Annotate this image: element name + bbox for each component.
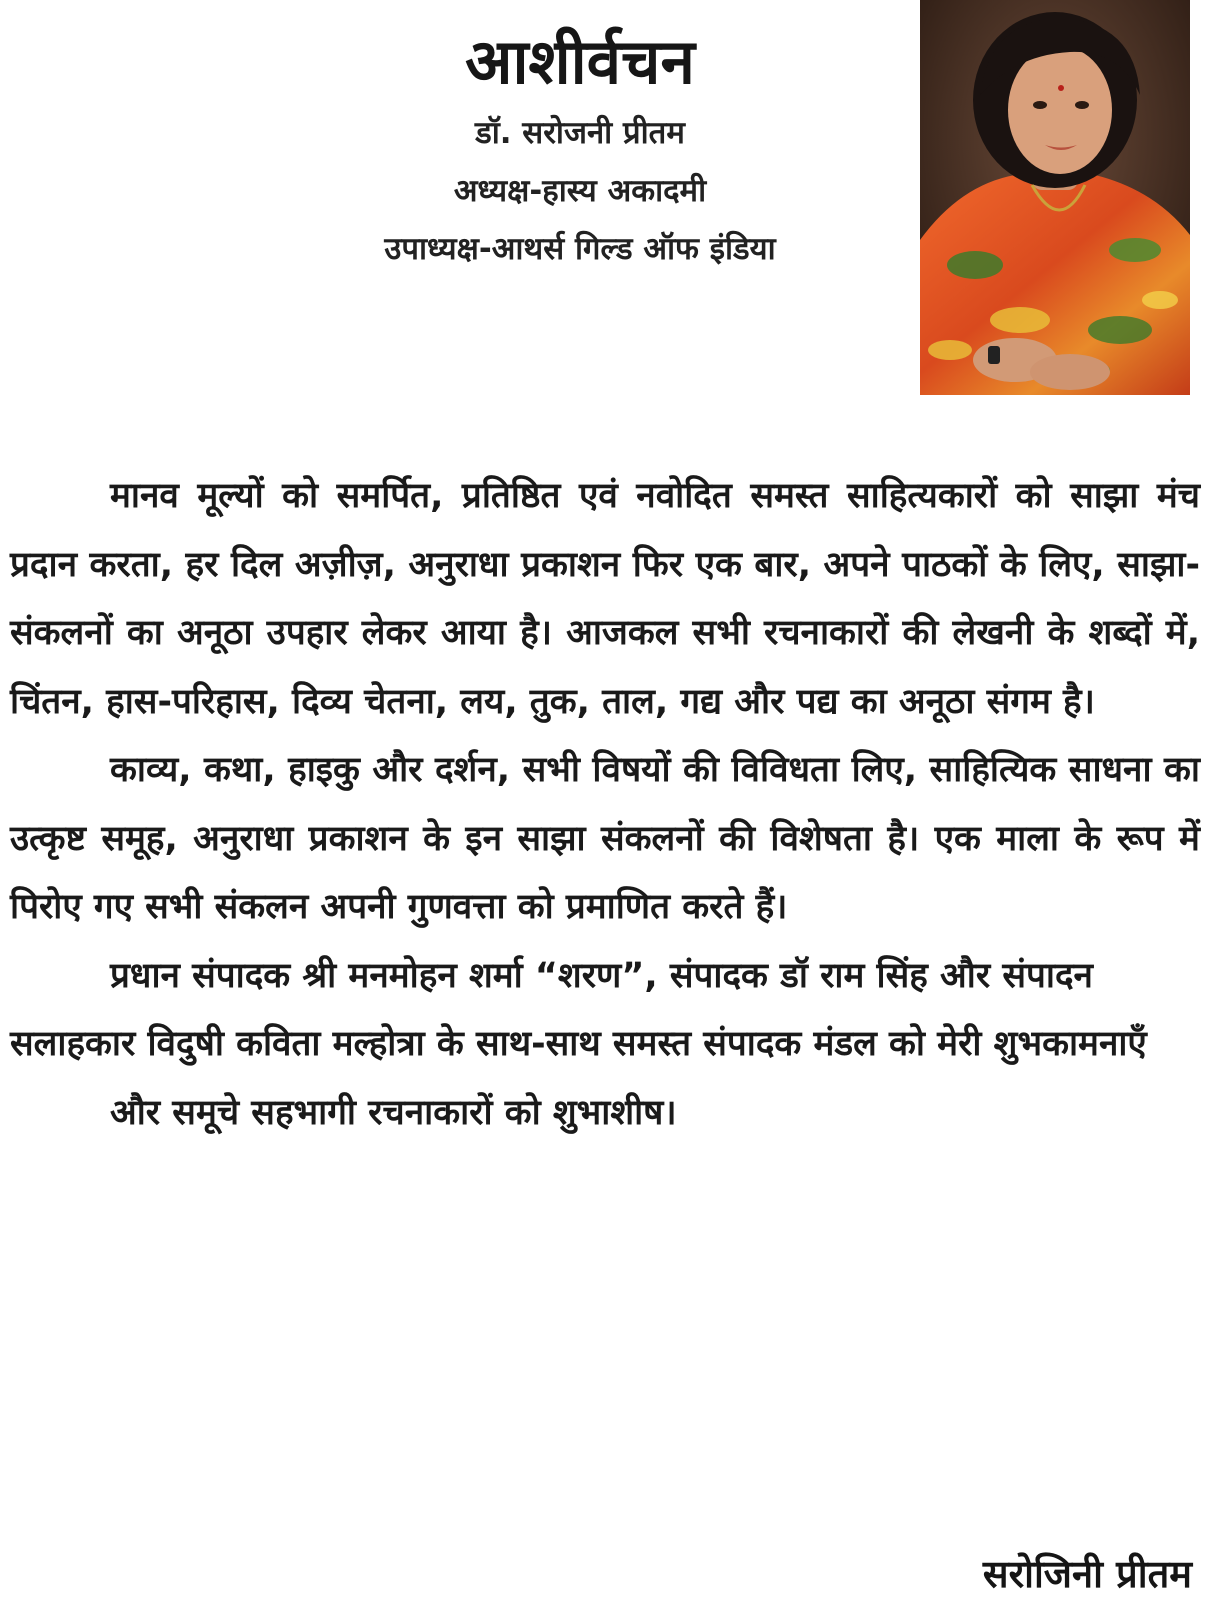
page-title: आशीर्वचन (465, 25, 695, 98)
author-name: डॉ. सरोजनी प्रीतम (475, 115, 685, 151)
paragraph-2: काव्य, कथा, हाइकु और दर्शन, सभी विषयों की विविधता लिए, साहित्यिक साधना का उत्कृष्ट समूह, अनुराधा प्रकाशन के इन साझा संकलनों की विशेषता है। एक माला के रूप में पिरोए गए सभी संकलन अपनी गुणवत्ता को प्रमाणित करते हैं। (10, 750, 1200, 927)
paragraph-4: और समूचे सहभागी रचनाकारों को शुभाशीष। (110, 1092, 677, 1133)
author-portrait-photo (920, 0, 1190, 395)
paragraph-3: प्रधान संपादक श्री मनमोहन शर्मा “शरण”, संपादक डॉ राम सिंह और संपादन सलाहकार विदुषी कविता मल्होत्रा के साथ-साथ समस्त संपादक मंडल को मेरी शुभकामनाएँ (10, 955, 1147, 1064)
author-designation-1: अध्यक्ष-हास्य अकादमी (453, 173, 707, 209)
author-portrait-icon (920, 0, 1190, 395)
author-designation-2: उपाध्यक्ष-आथर्स गिल्ड ऑफ इंडिया (384, 231, 776, 267)
signature: सरोजिनी प्रीतम (982, 1552, 1192, 1596)
message-body (10, 462, 1200, 1147)
paragraph-1: मानव मूल्यों को समर्पित, प्रतिष्ठित एवं नवोदित समस्त साहित्यकारों को साझा मंच प्रदान करता, हर दिल अज़ीज़, अनुराधा प्रकाशन फिर एक बार, अपने पाठकों के लिए, साझा-संकलनों का अनूठा उपहार लेकर आया है। आजकल सभी रचनाकारों की लेखनी के शब्दों में, चिंतन, हास-परिहास, दिव्य चेतना, लय, तुक, ताल, गद्य और पद्य का अनूठा संगम है। (10, 476, 1200, 722)
document-header (300, 20, 860, 278)
